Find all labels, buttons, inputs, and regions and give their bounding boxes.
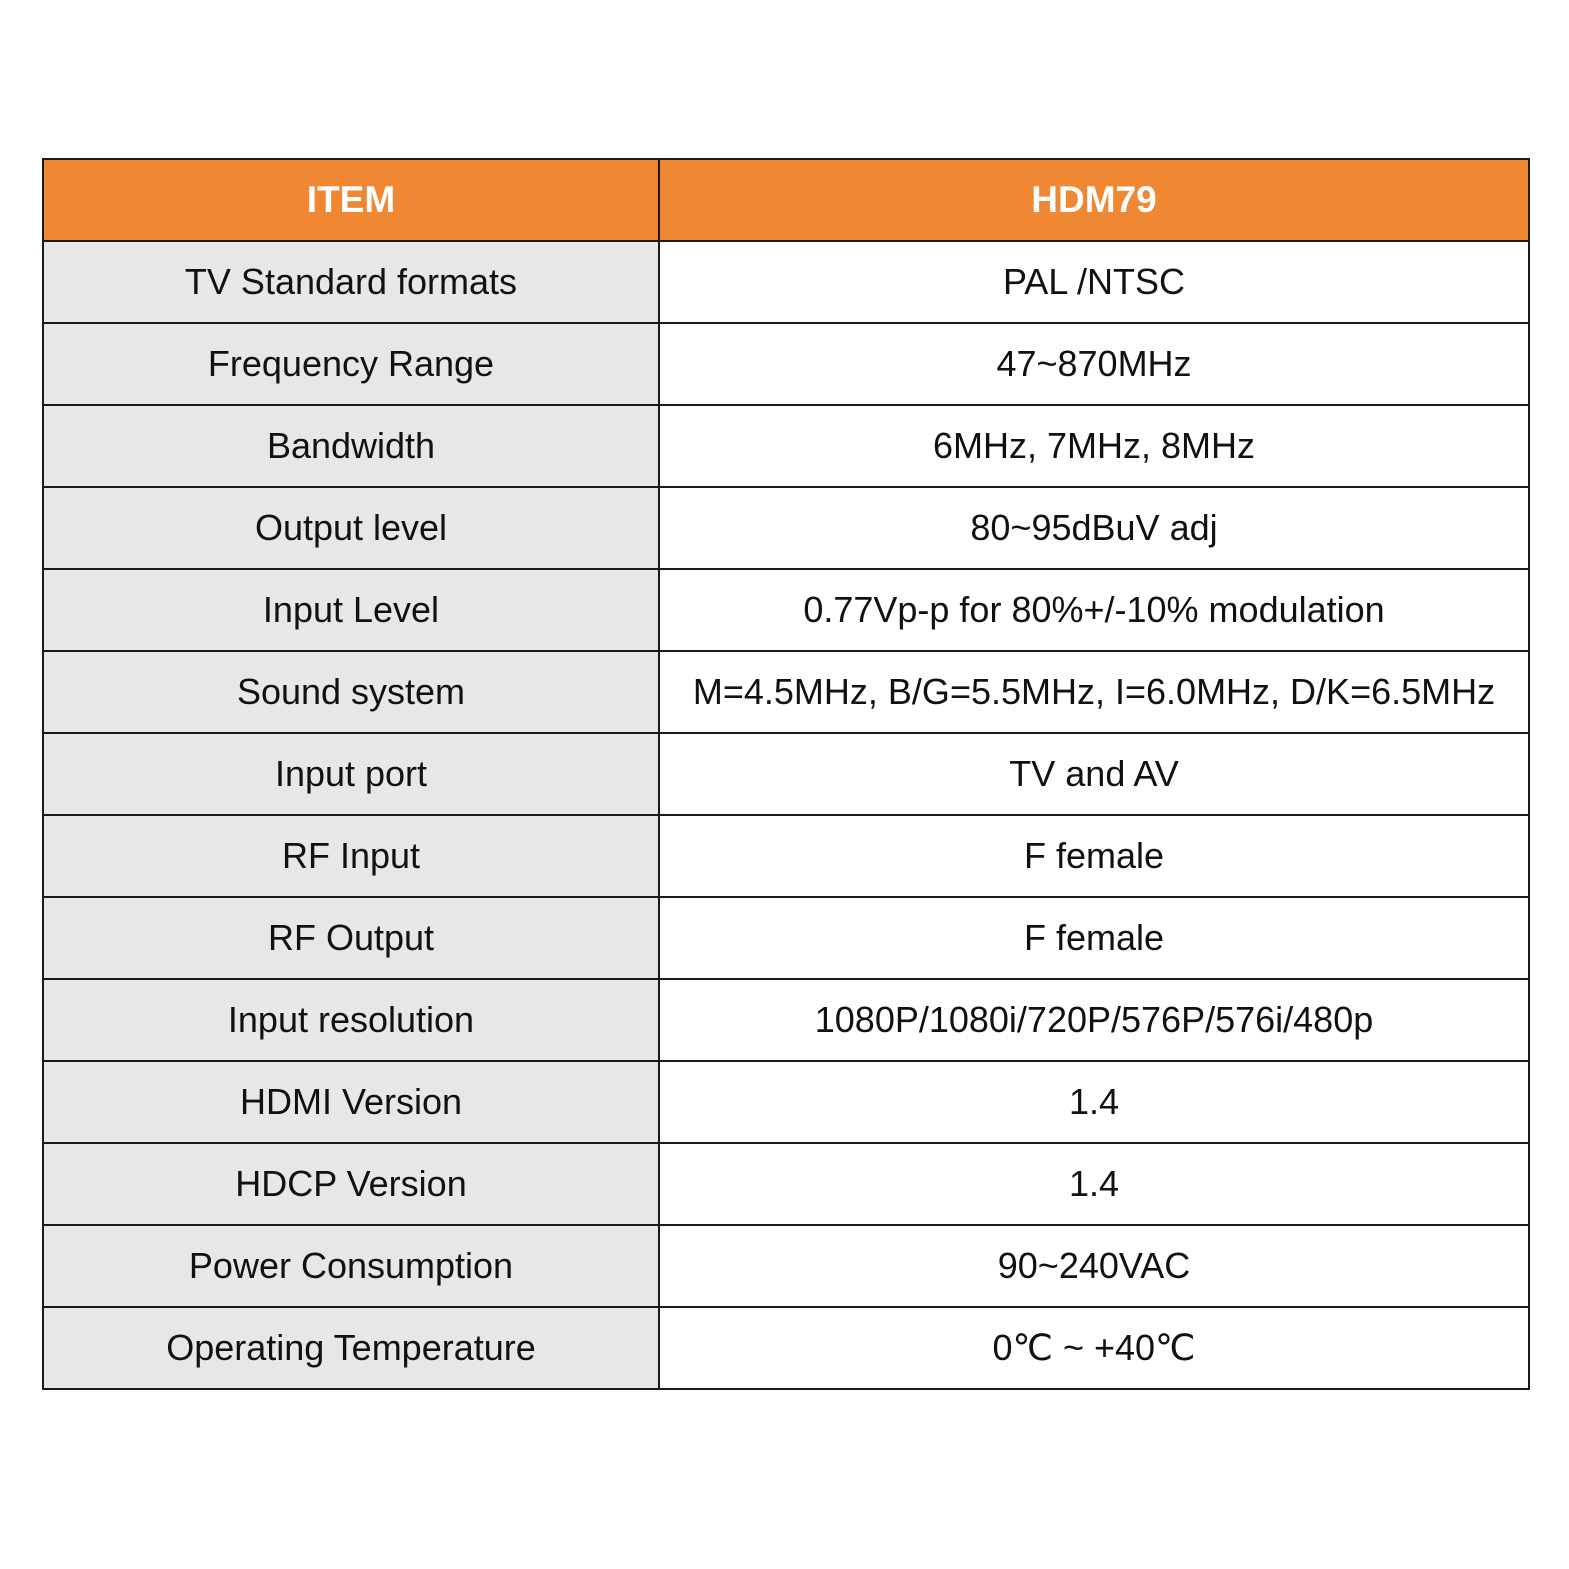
item-cell: RF Output (43, 897, 659, 979)
item-cell: Output level (43, 487, 659, 569)
table-header (43, 159, 1529, 241)
item-cell: Bandwidth (43, 405, 659, 487)
item-cell: RF Input (43, 815, 659, 897)
value-cell: 0.77Vp-p for 80%+/-10% modulation (659, 569, 1529, 651)
item-cell: Power Consumption (43, 1225, 659, 1307)
value-cell: 47~870MHz (659, 323, 1529, 405)
item-cell: Input port (43, 733, 659, 815)
table-row (43, 487, 1529, 569)
item-cell: HDMI Version (43, 1061, 659, 1143)
spec-table (42, 158, 1530, 1390)
value-cell: 80~95dBuV adj (659, 487, 1529, 569)
table-row (43, 569, 1529, 651)
item-cell: Operating Temperature (43, 1307, 659, 1389)
item-cell: Input Level (43, 569, 659, 651)
item-cell: HDCP Version (43, 1143, 659, 1225)
table-row (43, 1225, 1529, 1307)
value-cell: 6MHz, 7MHz, 8MHz (659, 405, 1529, 487)
header-item: ITEM (43, 159, 659, 241)
item-cell: TV Standard formats (43, 241, 659, 323)
table-row (43, 897, 1529, 979)
value-cell: M=4.5MHz, B/G=5.5MHz, I=6.0MHz, D/K=6.5MHz (659, 651, 1529, 733)
item-cell: Frequency Range (43, 323, 659, 405)
table-row (43, 1143, 1529, 1225)
value-cell: F female (659, 815, 1529, 897)
table-row (43, 815, 1529, 897)
table-row (43, 323, 1529, 405)
value-cell: 1080P/1080i/720P/576P/576i/480p (659, 979, 1529, 1061)
table-row (43, 1061, 1529, 1143)
header-model: HDM79 (659, 159, 1529, 241)
value-cell: 1.4 (659, 1143, 1529, 1225)
value-cell: TV and AV (659, 733, 1529, 815)
value-cell: 90~240VAC (659, 1225, 1529, 1307)
table-row (43, 733, 1529, 815)
value-cell: PAL /NTSC (659, 241, 1529, 323)
value-cell: 1.4 (659, 1061, 1529, 1143)
table-row (43, 241, 1529, 323)
table-row (43, 1307, 1529, 1389)
table-row (43, 651, 1529, 733)
item-cell: Input resolution (43, 979, 659, 1061)
header-row (43, 159, 1529, 241)
item-cell: Sound system (43, 651, 659, 733)
table-row (43, 979, 1529, 1061)
table-body (43, 241, 1529, 1389)
table-row (43, 405, 1529, 487)
value-cell: F female (659, 897, 1529, 979)
value-cell: 0℃ ~ +40℃ (659, 1307, 1529, 1389)
